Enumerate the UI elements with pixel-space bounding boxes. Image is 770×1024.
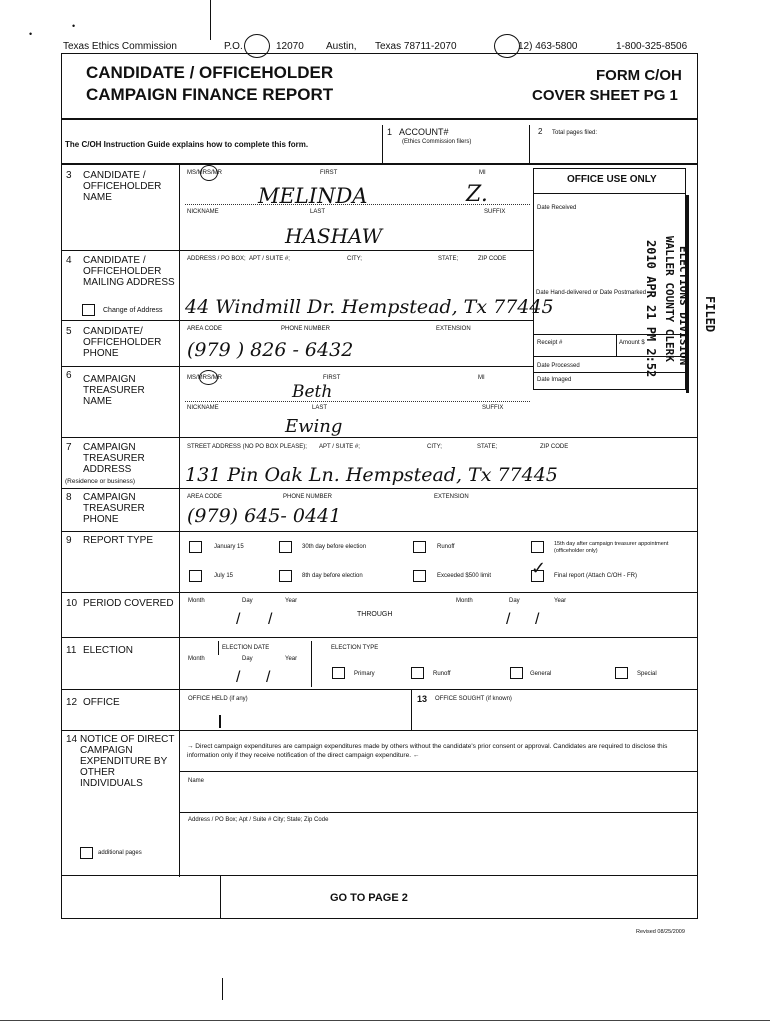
divider (61, 437, 698, 438)
filed-stamp-division: ELECTIONS DIVISION (677, 246, 690, 366)
final-checkmark-icon: ✓ (531, 558, 547, 579)
s7-city-header: CITY; (427, 444, 442, 450)
s4-label: CANDIDATE / OFFICEHOLDER MAILING ADDRESS (83, 255, 175, 288)
amount-label: Amount $ (619, 340, 645, 346)
scan-mark (219, 715, 221, 728)
account-sub: (Ethics Commission filers) (402, 139, 472, 145)
s4-num: 4 (66, 255, 72, 266)
total-pages-label[interactable]: Total pages filed: (552, 130, 598, 136)
s3-first-header: FIRST (320, 170, 338, 176)
date-slash: / (268, 611, 273, 628)
divider (61, 118, 698, 120)
report-15day-checkbox[interactable] (531, 541, 544, 553)
report-july-label: July 15 (214, 573, 234, 579)
s5-phone-header: PHONE NUMBER (281, 326, 331, 332)
s6-prefix-header: MS/MRS/MR (187, 375, 222, 381)
election-primary-label: Primary (354, 671, 375, 677)
s12-num: 12 (66, 697, 78, 708)
s13-num: 13 (417, 694, 428, 704)
s10-num: 10 (66, 598, 78, 609)
election-general-checkbox[interactable] (510, 667, 523, 679)
report-july-checkbox[interactable] (189, 570, 202, 582)
divider (61, 320, 533, 321)
date-slash: / (535, 611, 540, 628)
report-30day-label: 30th day before election (302, 544, 367, 550)
s3-last-header: LAST (310, 209, 326, 215)
divider (529, 125, 530, 163)
instruction-text: The C/OH Instruction Guide explains how to complete this form. (65, 140, 309, 149)
divider (61, 689, 698, 690)
account-num: 1 (387, 127, 393, 137)
filed-stamp-clerk: WALLER COUNTY CLERK (663, 236, 676, 362)
report-15day-label: 15th day after campaign treasurer appointment (officeholder only) (554, 541, 669, 554)
agency-name: Texas Ethics Commission (63, 41, 177, 52)
divider (61, 875, 698, 876)
additional-pages-checkbox[interactable] (80, 847, 93, 859)
s10-month2-header: Month (456, 598, 473, 604)
election-primary-checkbox[interactable] (332, 667, 345, 679)
divider (616, 334, 617, 356)
s5-phone-value[interactable]: (979 ) 826 - 6432 (187, 339, 354, 361)
form-number: FORM C/OH (596, 67, 682, 84)
scan-artifact: • (72, 21, 76, 31)
s3-mi-header: MI (479, 170, 486, 176)
form-title-line1: CANDIDATE / OFFICEHOLDER (86, 63, 334, 82)
prefix-circle (200, 165, 218, 181)
divider (61, 531, 698, 532)
report-exceeded-checkbox[interactable] (413, 570, 426, 582)
scan-mark (222, 978, 223, 1000)
report-runoff-checkbox[interactable] (413, 541, 426, 553)
s6-num: 6 (66, 370, 72, 381)
s6-last-value[interactable]: Ewing (285, 416, 343, 437)
s11-label: ELECTION (83, 645, 134, 656)
s3-label: CANDIDATE / OFFICEHOLDER NAME (83, 170, 162, 203)
scan-mark (210, 0, 211, 40)
total-pages-num: 2 (538, 127, 543, 136)
s7-zip-header: ZIP CODE (540, 444, 569, 450)
s5-num: 5 (66, 326, 72, 337)
s14-addr-header: Address / PO Box; Apt / Suite # City; State; Zip Code (188, 817, 329, 823)
s3-num: 3 (66, 170, 72, 181)
report-30day-checkbox[interactable] (279, 541, 292, 553)
s10-label: PERIOD COVERED (83, 598, 174, 609)
divider (61, 366, 533, 367)
s11-etype-header: ELECTION TYPE (331, 645, 379, 651)
s11-day-header: Day (242, 656, 253, 662)
s7-address-value[interactable]: 131 Pin Oak Ln. Hempstead, Tx 77445 (185, 464, 558, 486)
s8-label: CAMPAIGN TREASURER PHONE (83, 492, 145, 525)
cover-sheet-label: COVER SHEET PG 1 (532, 87, 678, 104)
s10-month-header: Month (188, 598, 205, 604)
election-special-checkbox[interactable] (615, 667, 628, 679)
s8-phone-header: PHONE NUMBER (283, 494, 333, 500)
divider (61, 637, 698, 638)
s10-day-header: Day (242, 598, 253, 604)
s12-held-header: OFFICE HELD (if any) (188, 696, 248, 702)
report-final-label: Final report (Attach C/OH - FR) (554, 573, 638, 579)
report-exceeded-label: Exceeded $500 limit (437, 573, 492, 579)
date-slash: / (236, 611, 241, 628)
s6-mi-header: MI (478, 375, 485, 381)
s10-year-header: Year (285, 598, 298, 604)
s3-prefix-header: MS/MRS/MR (187, 170, 222, 176)
s6-nickname-header: NICKNAME (187, 405, 219, 411)
po-number: 12070 (276, 41, 304, 52)
divider (218, 641, 219, 655)
go-to-page-2: GO TO PAGE 2 (330, 892, 408, 904)
report-8day-checkbox[interactable] (279, 570, 292, 582)
s4-addr-header: ADDRESS / PO BOX; (187, 256, 246, 262)
divider (61, 163, 698, 165)
divider (311, 641, 312, 687)
filed-stamp-date: 2010 APR 21 PM 2:52 (644, 240, 658, 378)
s13-sought-header: OFFICE SOUGHT (if known) (435, 696, 512, 702)
divider (61, 488, 698, 489)
s6-label: CAMPAIGN TREASURER NAME (83, 374, 145, 407)
report-january-label: January 15 (214, 544, 244, 550)
scan-artifact: • (29, 29, 33, 39)
s11-year-header: Year (285, 656, 298, 662)
s14-label: NOTICE OF DIRECT CAMPAIGN EXPENDITURE BY OTHER INDIVIDUALS (80, 734, 175, 789)
election-general-label: General (530, 671, 552, 677)
s8-ext-header: EXTENSION (434, 494, 469, 500)
s3-nickname-header: NICKNAME (187, 209, 219, 215)
s10-through: THROUGH (357, 611, 393, 618)
divider (533, 372, 685, 373)
account-label: ACCOUNT# (399, 127, 449, 137)
change-address-checkbox[interactable] (82, 304, 95, 316)
date-slash: / (236, 669, 241, 686)
s5-area-header: AREA CODE (187, 326, 223, 332)
report-january-checkbox[interactable] (189, 541, 202, 553)
report-runoff-label: Runoff (437, 544, 455, 550)
s7-sub: (Residence or business) (65, 478, 136, 485)
s11-month-header: Month (188, 656, 205, 662)
scan-mark (220, 875, 221, 919)
s14-notice: → Direct campaign expenditures are campaign expenditures made by others without the candidate's prior consent or approval. Candidates are required to disclose this information only if they receive notification of the direct campaign expenditure. ← (187, 743, 668, 759)
s10-day2-header: Day (509, 598, 520, 604)
s11-num: 11 (66, 645, 77, 656)
divider (382, 125, 383, 163)
s6-last-header: LAST (312, 405, 328, 411)
divider (61, 592, 698, 593)
election-runoff-label: Runoff (433, 671, 451, 677)
divider (61, 250, 533, 251)
date-imaged-label: Date Imaged (537, 377, 572, 383)
revised-date: Revised 08/25/2009 (636, 929, 685, 935)
header-phone: 12) 463-5800 (518, 41, 578, 52)
s5-ext-header: EXTENSION (436, 326, 471, 332)
divider (533, 193, 685, 194)
s8-num: 8 (66, 492, 72, 503)
s7-state-header: STATE; (477, 444, 498, 450)
office-use-title: OFFICE USE ONLY (567, 174, 657, 185)
field-line (185, 401, 530, 402)
scan-edge (0, 1020, 770, 1021)
form-title-line2: CAMPAIGN FINANCE REPORT (86, 85, 334, 104)
change-address-label: Change of Address (103, 307, 163, 314)
divider (411, 689, 412, 730)
receipt-label: Receipt # (537, 340, 563, 346)
s3-mi-value[interactable]: Z. (466, 182, 488, 207)
s4-address-value[interactable]: 44 Windmill Dr. Hempstead, Tx 77445 (185, 296, 554, 318)
divider (179, 812, 698, 813)
s4-zip-header: ZIP CODE (478, 256, 507, 262)
s5-label: CANDIDATE/ OFFICEHOLDER PHONE (83, 326, 162, 359)
s7-addr-header: STREET ADDRESS (NO PO BOX PLEASE); (187, 444, 307, 450)
report-8day-label: 8th day before election (302, 573, 363, 579)
s4-city-header: CITY; (347, 256, 362, 262)
s11-edate-header: ELECTION DATE (222, 645, 270, 651)
date-slash: / (506, 611, 511, 628)
po-prefix: P.O. (224, 41, 243, 52)
field-line (185, 204, 530, 205)
s4-apt-header: APT / SUITE #; (249, 256, 290, 262)
s3-last-value[interactable]: HASHAW (285, 224, 383, 248)
date-processed-label: Date Processed (537, 363, 580, 369)
s6-first-header: FIRST (323, 375, 341, 381)
date-slash: / (266, 669, 271, 686)
divider (179, 771, 698, 772)
date-received-label: Date Received (537, 205, 577, 211)
s10-year2-header: Year (554, 598, 567, 604)
hand-delivered-label: Date Hand-delivered or Date Postmarked (536, 290, 647, 296)
election-runoff-checkbox[interactable] (411, 667, 424, 679)
s7-label: CAMPAIGN TREASURER ADDRESS (83, 442, 145, 475)
header-state-zip: Texas 78711-2070 (375, 41, 457, 52)
s12-label: OFFICE (83, 697, 120, 708)
divider (61, 730, 698, 731)
s3-first-value[interactable]: MELINDA (258, 184, 368, 208)
additional-pages-label: additional pages (98, 850, 142, 856)
s9-label: REPORT TYPE (83, 535, 154, 546)
header-tollfree: 1-800-325-8506 (616, 41, 688, 52)
s6-first-value[interactable]: Beth (292, 382, 333, 402)
header-city: Austin, (326, 41, 357, 52)
s8-area-header: AREA CODE (187, 494, 223, 500)
s7-num: 7 (66, 442, 72, 453)
s7-apt-header: APT / SUITE #; (319, 444, 360, 450)
s14-num: 14 (66, 734, 78, 745)
filed-stamp-filed: FILED (703, 296, 717, 333)
s8-phone-value[interactable]: (979) 645- 0441 (187, 505, 342, 527)
s6-suffix-header: SUFFIX (482, 405, 504, 411)
s3-suffix-header: SUFFIX (484, 209, 506, 215)
prefix-circle (199, 370, 218, 385)
s9-num: 9 (66, 535, 72, 546)
s14-name-header: Name (188, 778, 205, 784)
s4-state-header: STATE; (438, 256, 459, 262)
election-special-label: Special (637, 671, 657, 677)
